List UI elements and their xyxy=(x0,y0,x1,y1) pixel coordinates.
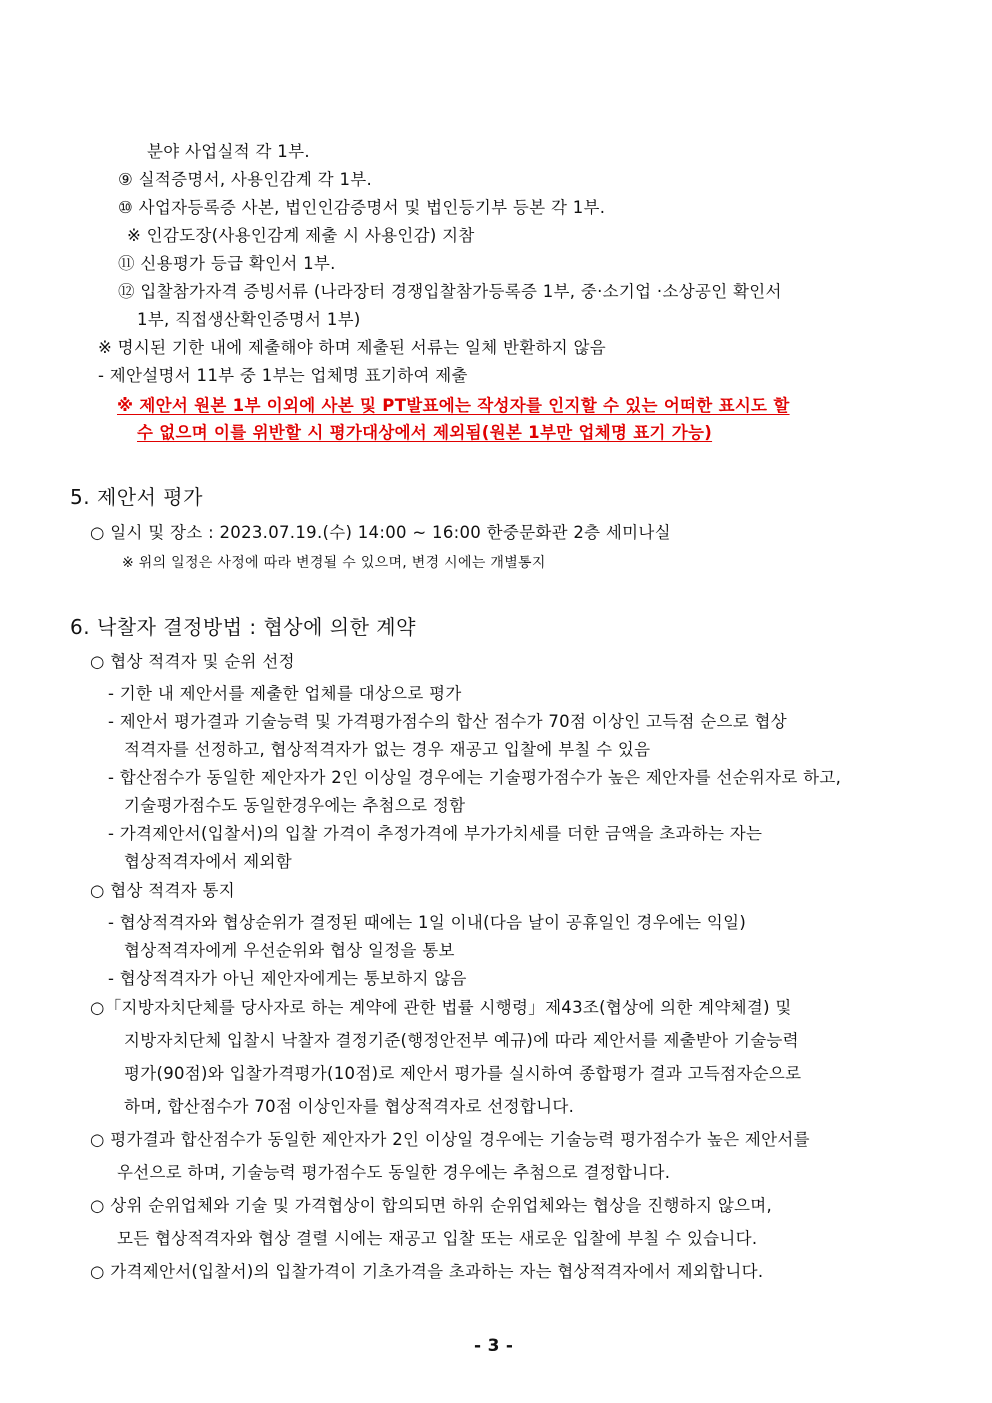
doc-line: 지방자치단체 입찰시 낙찰자 결정기준(행정안전부 예규)에 따라 제안서를 제출받아 기술능력 xyxy=(124,1031,799,1050)
doc-line: 적격자를 선정하고, 협상적격자가 없는 경우 재공고 입찰에 부칠 수 있음 xyxy=(124,740,651,759)
doc-line: 협상적격자에서 제외함 xyxy=(124,852,292,871)
doc-line: ○ 상위 순위업체와 기술 및 가격협상이 합의되면 하위 순위업체와는 협상을 진행하지 않으며, xyxy=(90,1196,773,1215)
doc-line: 협상적격자에게 우선순위와 협상 일정을 통보 xyxy=(124,941,455,960)
doc-line: ○ 협상 적격자 및 순위 선정 xyxy=(90,652,295,671)
doc-note: ※ 인감도장(사용인감계 제출 시 사용인감) 지참 xyxy=(127,226,475,245)
doc-line: ⑩ 사업자등록증 사본, 법인인감증명서 및 법인등기부 등본 각 1부. xyxy=(118,198,606,217)
doc-line: ⑪ 신용평가 등급 확인서 1부. xyxy=(118,254,336,273)
doc-line: - 협상적격자와 협상순위가 결정된 때에는 1일 이내(다음 날이 공휴일인 경우에는 익일) xyxy=(108,913,747,932)
doc-line: ○「지방자치단체를 당사자로 하는 계약에 관한 법률 시행령」제43조(협상에 의한 계약체결) 및 xyxy=(90,998,792,1017)
doc-line: 평가(90점)와 입찰가격평가(10점)로 제안서 평가를 실시하여 종합평가 결과 고득점자순으로 xyxy=(124,1064,802,1083)
warning-line: 수 없으며 이를 위반할 시 평가대상에서 제외됨(원본 1부만 업체명 표기 가능) xyxy=(137,423,713,442)
doc-line: ⑫ 입찰참가자격 증빙서류 (나라장터 경쟁입찰참가등록증 1부, 중·소기업 ·소상공인 확인서 xyxy=(118,282,782,301)
section-heading-5: 5. 제안서 평가 xyxy=(70,485,203,509)
doc-line: - 제안서 평가결과 기술능력 및 가격평가점수의 합산 점수가 70점 이상인 고득점 순으로 협상 xyxy=(108,712,787,731)
doc-line: ○ 평가결과 합산점수가 동일한 제안자가 2인 이상일 경우에는 기술능력 평가점수가 높은 제안서를 xyxy=(90,1130,810,1149)
doc-line: 기술평가점수도 동일한경우에는 추첨으로 정함 xyxy=(124,796,466,815)
doc-line: - 가격제안서(입찰서)의 입찰 가격이 추정가격에 부가가치세를 더한 금액을 초과하는 자는 xyxy=(108,824,763,843)
doc-line: ⑨ 실적증명서, 사용인감계 각 1부. xyxy=(118,170,373,189)
doc-line: ○ 일시 및 장소 : 2023.07.19.(수) 14:00 ~ 16:00 한중문화관 2층 세미나실 xyxy=(90,523,671,542)
doc-line: 하며, 합산점수가 70점 이상인자를 협상적격자로 선정합니다. xyxy=(124,1097,575,1116)
doc-line: 1부, 직접생산확인증명서 1부) xyxy=(137,310,361,329)
doc-line: - 합산점수가 동일한 제안자가 2인 이상일 경우에는 기술평가점수가 높은 제안자를 선순위자로 하고, xyxy=(108,768,842,787)
doc-line: - 협상적격자가 아닌 제안자에게는 통보하지 않음 xyxy=(108,969,467,988)
doc-note: ※ 명시된 기한 내에 제출해야 하며 제출된 서류는 일체 반환하지 않음 xyxy=(98,338,607,357)
section-heading-6: 6. 낙찰자 결정방법 : 협상에 의한 계약 xyxy=(70,615,416,639)
doc-note: ※ 위의 일정은 사정에 따라 변경될 수 있으며, 변경 시에는 개별통지 xyxy=(122,555,546,571)
doc-line: ○ 가격제안서(입찰서)의 입찰가격이 기초가격을 초과하는 자는 협상적격자에서 제외합니다. xyxy=(90,1262,764,1281)
doc-line: - 제안설명서 11부 중 1부는 업체명 표기하여 제출 xyxy=(98,366,468,385)
doc-line: 분야 사업실적 각 1부. xyxy=(147,142,310,161)
doc-line: ○ 협상 적격자 통지 xyxy=(90,881,236,900)
doc-line: - 기한 내 제안서를 제출한 업체를 대상으로 평가 xyxy=(108,684,462,703)
page-number: - 3 - xyxy=(474,1336,514,1356)
doc-line: 우선으로 하며, 기술능력 평가점수도 동일한 경우에는 추첨으로 결정합니다. xyxy=(117,1163,671,1182)
doc-line: 모든 협상적격자와 협상 결렬 시에는 재공고 입찰 또는 새로운 입찰에 부칠 수 있습니다. xyxy=(117,1229,758,1248)
warning-line: ※ 제안서 원본 1부 이외에 사본 및 PT발표에는 작성자를 인지할 수 있는 어떠한 표시도 할 xyxy=(117,396,790,415)
